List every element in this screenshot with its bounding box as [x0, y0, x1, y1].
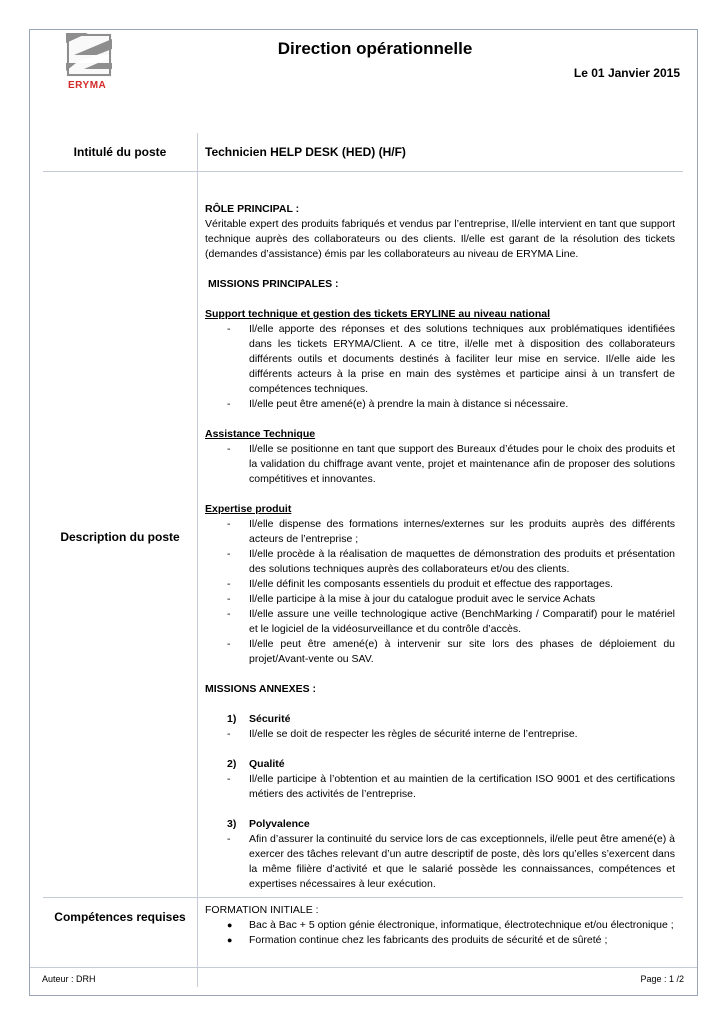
description-label: Description du poste — [60, 530, 180, 544]
role-heading: RÔLE PRINCIPAL : — [205, 203, 300, 215]
list-item: - Il/elle participe à la mise à jour du catalogue produit avec le service Achats — [227, 593, 596, 605]
expertise-heading: Expertise produit — [205, 503, 292, 515]
list-item: - Afin d’assurer la continuité du service lors de cas exceptionnels, il/elle peut être amené(e) à exercer des tâches relevant d’un autre descriptif de poste, dès lors qu’elles s’exercent dans la même filière d’activité et que le salarié possède les connaissances, compétences et expertises nécessaires à leur exécution. — [227, 833, 675, 890]
annex-heading: 2) Qualité — [227, 758, 285, 770]
list-item: ● Bac à Bac + 5 option génie électronique, informatique, électrotechnique et/ou électronique ; — [227, 919, 674, 931]
list-item: - Il/elle peut être amené(e) à intervenir sur site lors des phases de déploiement du projet/Avant-vente ou SAV. — [227, 638, 675, 665]
competences-content — [205, 903, 675, 948]
annexes-heading: MISSIONS ANNEXES : — [205, 683, 317, 695]
footer-page-number: Page : 1 /2 — [640, 974, 684, 984]
document-date: Le 01 Janvier 2015 — [573, 66, 680, 80]
list-item: - Il/elle procède à la réalisation de maquettes de démonstration des produits et présentation des solutions techniques auprès des collaborateurs et/ou des clients. — [227, 548, 675, 575]
list-item: - Il/elle peut être amené(e) à prendre la main à distance si nécessaire. — [227, 398, 569, 410]
role-text: Véritable expert des produits fabriqués et vendus par l’entreprise, Il/elle intervient en tant que support technique auprès des collaborateurs ou des clients. Il/elle est garant de la résolution des tickets (demandes d’assistance) émis par les collaborateurs au niveau de ERYMA Line. — [205, 218, 675, 260]
table-column-divider — [197, 133, 198, 987]
annex-heading: 3) Polyvalence — [227, 818, 310, 830]
missions-heading: MISSIONS PRINCIPALES : — [208, 278, 339, 290]
list-item: - Il/elle assure une veille technologique active (BenchMarking / Comparatif) pour le matériel et le logiciel de la vidéosurveillance et du contrôle d’accès. — [227, 608, 675, 635]
footer-divider — [30, 967, 697, 968]
description-content — [205, 202, 675, 892]
list-item: - Il/elle définit les composants essentiels du produit et effectue des rapportages. — [227, 578, 614, 590]
list-item: - Il/elle participe à l’obtention et au maintien de la certification ISO 9001 et des certifications métiers des activités de l’entreprise. — [227, 773, 675, 800]
support-heading: Support technique et gestion des tickets ERYLINE au niveau national — [205, 308, 551, 320]
intitule-label: Intitulé du poste — [73, 145, 167, 159]
competences-label: Compétences requises — [54, 910, 186, 924]
footer-author: Auteur : DRH — [42, 974, 96, 984]
list-item: - Il/elle se positionne en tant que support des Bureaux d’études pour le choix des produits et la validation du chiffrage avant vente, projet et maintenance afin de proposer des solutions compétitives et innovantes. — [227, 443, 675, 485]
table-row-divider — [43, 897, 683, 898]
assistance-heading: Assistance Technique — [205, 428, 316, 440]
table-top-border — [43, 171, 683, 172]
page-title: Direction opérationnelle — [277, 39, 473, 58]
list-item: - Il/elle dispense des formations internes/externes sur les produits auprès des différents acteurs de l’entreprise ; — [227, 518, 675, 545]
logo-text: ERYMA — [68, 80, 107, 91]
list-item: - Il/elle se doit de respecter les règles de sécurité interne de l’entreprise. — [227, 728, 578, 740]
annex-heading: 1) Sécurité — [227, 713, 291, 725]
list-item: - Il/elle apporte des réponses et des solutions techniques aux problématiques identifiées dans les tickets ERYMA/Client. A ce titre, il/elle met à disposition des collaborateurs différents outils et documents destinés à faciliter leur mise en service. Il/elle aide les différents acteurs à la prise en main des systèmes et participe ainsi à un transfert de compétences techniques. — [227, 323, 675, 395]
formation-heading: FORMATION INITIALE : — [205, 904, 319, 916]
job-title: Technicien HELP DESK (HED) (H/F) — [205, 145, 406, 159]
list-item: ● Formation continue chez les fabricants des produits de sécurité et de sûreté ; — [227, 934, 608, 946]
